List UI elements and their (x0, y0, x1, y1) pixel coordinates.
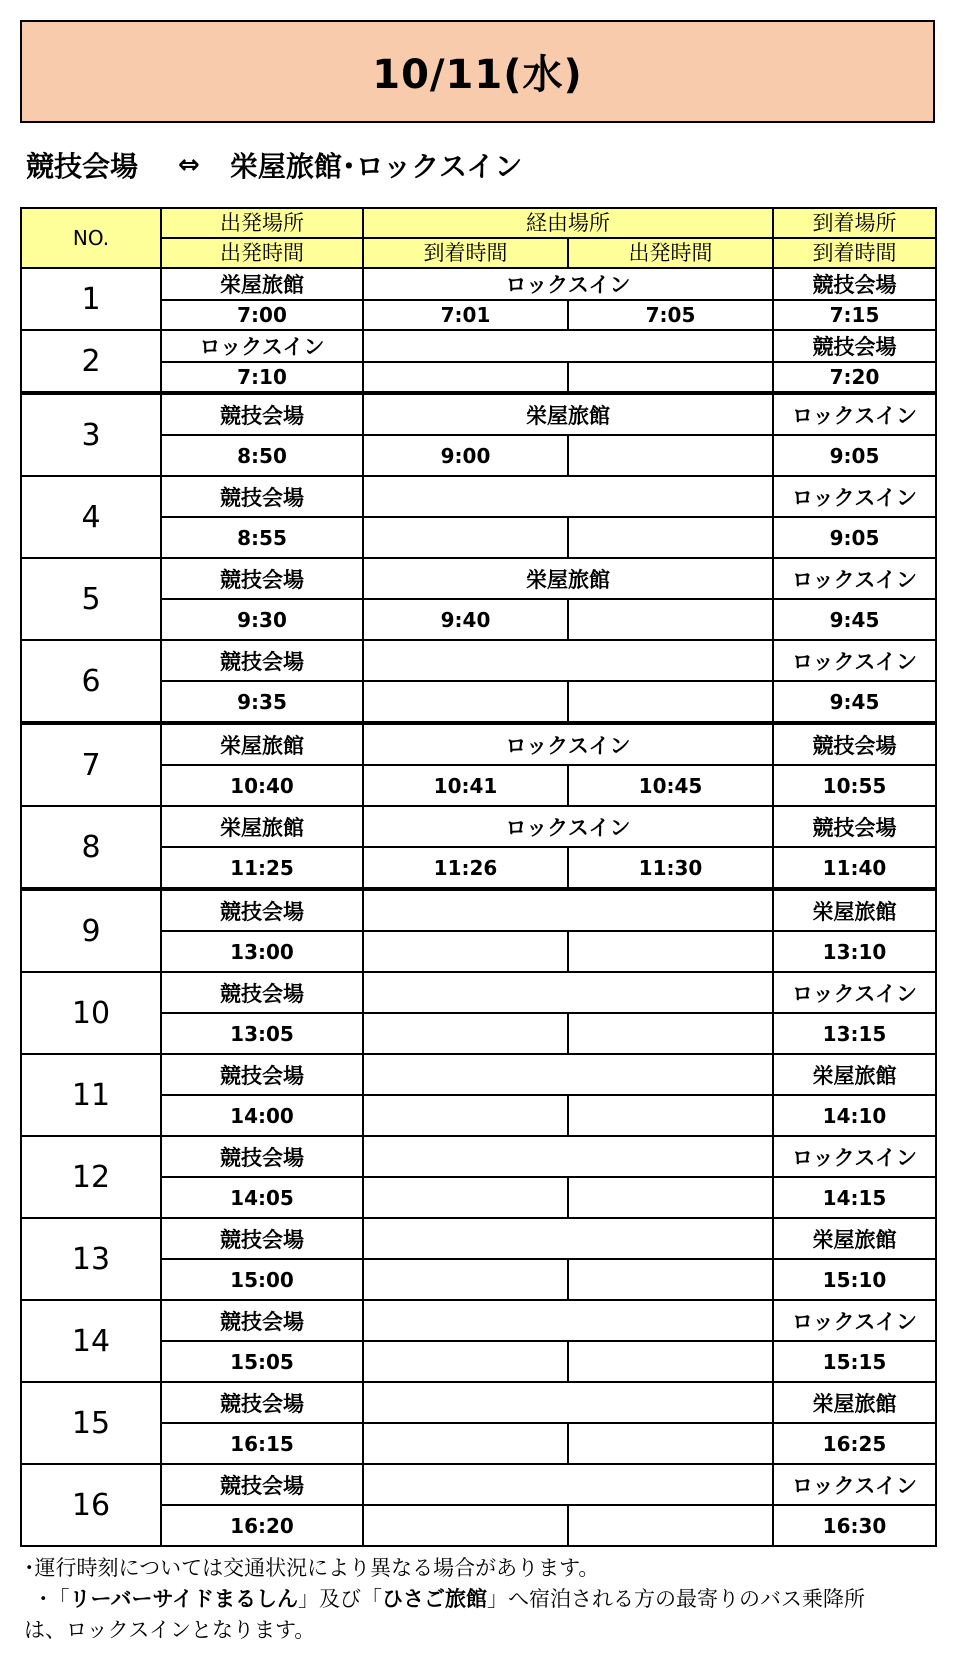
via-arrive-time: 10:41 (363, 765, 568, 806)
depart-time: 16:20 (161, 1505, 363, 1546)
trip-number: 5 (21, 558, 161, 640)
arrive-time: 7:15 (773, 300, 936, 330)
depart-time: 9:30 (161, 599, 363, 640)
arrive-place: 競技会場 (773, 806, 936, 847)
arrive-time: 14:15 (773, 1177, 936, 1218)
depart-time: 8:55 (161, 517, 363, 558)
bidirectional-arrow-icon: ⇔ (178, 150, 200, 180)
via-arrive-time (363, 1177, 568, 1218)
route-heading (26, 145, 522, 185)
table-row (21, 723, 936, 765)
arrive-place: ロックスイン (773, 393, 936, 435)
row-group (21, 393, 936, 723)
table-row (21, 889, 936, 931)
depart-place: 競技会場 (161, 1382, 363, 1423)
arrive-place: ロックスイン (773, 1136, 936, 1177)
via-arrive-time (363, 1095, 568, 1136)
header-via-place: 経由場所 (363, 208, 773, 238)
arrive-time: 13:15 (773, 1013, 936, 1054)
arrive-place: ロックスイン (773, 1300, 936, 1341)
trip-number: 4 (21, 476, 161, 558)
row-group (21, 889, 936, 1546)
via-place (363, 640, 773, 681)
trip-number: 6 (21, 640, 161, 723)
arrive-place: 栄屋旅館 (773, 1054, 936, 1095)
table-row (21, 1382, 936, 1423)
arrive-place: ロックスイン (773, 476, 936, 517)
trip-number: 9 (21, 889, 161, 972)
via-place (363, 1300, 773, 1341)
depart-place: 競技会場 (161, 1218, 363, 1259)
via-place (363, 1464, 773, 1505)
header-depart-time: 出発時間 (161, 238, 363, 268)
via-place: ロックスイン (363, 723, 773, 765)
via-depart-time (568, 1423, 773, 1464)
depart-time: 15:00 (161, 1259, 363, 1300)
via-place: ロックスイン (363, 268, 773, 300)
arrive-time: 13:10 (773, 931, 936, 972)
via-depart-time: 7:05 (568, 300, 773, 330)
arrive-time: 16:30 (773, 1505, 936, 1546)
table-row (21, 1054, 936, 1095)
via-depart-time (568, 1341, 773, 1382)
trip-number: 3 (21, 393, 161, 476)
depart-time: 7:00 (161, 300, 363, 330)
table-row (21, 640, 936, 681)
header-via-arrive-time: 到着時間 (363, 238, 568, 268)
arrive-time: 11:40 (773, 847, 936, 889)
via-depart-time (568, 1095, 773, 1136)
arrive-time: 15:10 (773, 1259, 936, 1300)
depart-place: 競技会場 (161, 1136, 363, 1177)
via-place (363, 972, 773, 1013)
arrive-place: 栄屋旅館 (773, 889, 936, 931)
table-row (21, 476, 936, 517)
trip-number: 10 (21, 972, 161, 1054)
depart-place: 競技会場 (161, 889, 363, 931)
via-arrive-time (363, 681, 568, 723)
route-to: 栄屋旅館･ロックスイン (229, 150, 523, 183)
via-depart-time (568, 435, 773, 476)
via-place: 栄屋旅館 (363, 558, 773, 599)
via-arrive-time (363, 1013, 568, 1054)
via-place (363, 476, 773, 517)
via-depart-time: 10:45 (568, 765, 773, 806)
depart-time: 15:05 (161, 1341, 363, 1382)
arrive-place: 栄屋旅館 (773, 1218, 936, 1259)
depart-time: 14:00 (161, 1095, 363, 1136)
arrive-place: 競技会場 (773, 723, 936, 765)
via-depart-time (568, 517, 773, 558)
trip-number: 16 (21, 1464, 161, 1546)
via-place (363, 1218, 773, 1259)
table-row (21, 1464, 936, 1505)
table-row (21, 393, 936, 435)
table-row (21, 558, 936, 599)
via-depart-time (568, 599, 773, 640)
via-arrive-time (363, 1505, 568, 1546)
trip-number: 14 (21, 1300, 161, 1382)
page-title: 10/11(水) (372, 52, 583, 98)
depart-place: 競技会場 (161, 393, 363, 435)
row-group (21, 268, 936, 393)
via-arrive-time: 11:26 (363, 847, 568, 889)
header-arrive-place: 到着場所 (773, 208, 936, 238)
date-banner (20, 20, 935, 123)
arrive-place: ロックスイン (773, 640, 936, 681)
table-row (21, 1218, 936, 1259)
trip-number: 15 (21, 1382, 161, 1464)
depart-place: 競技会場 (161, 1054, 363, 1095)
bus-timetable (20, 207, 937, 1547)
via-place (363, 1382, 773, 1423)
header-no: NO. (21, 208, 161, 268)
depart-place: 栄屋旅館 (161, 268, 363, 300)
arrive-time: 16:25 (773, 1423, 936, 1464)
arrive-time: 14:10 (773, 1095, 936, 1136)
via-arrive-time: 7:01 (363, 300, 568, 330)
note-line: は、ロックスインとなります。 (24, 1618, 316, 1642)
hotel-name: リーバーサイドまるしん (69, 1587, 298, 1611)
via-arrive-time: 9:40 (363, 599, 568, 640)
depart-time: 7:10 (161, 362, 363, 393)
depart-place: 栄屋旅館 (161, 723, 363, 765)
timetable-header (21, 208, 936, 268)
via-arrive-time (363, 931, 568, 972)
arrive-time: 7:20 (773, 362, 936, 393)
route-from: 競技会場 (26, 150, 139, 183)
via-depart-time (568, 1259, 773, 1300)
trip-number: 13 (21, 1218, 161, 1300)
depart-time: 8:50 (161, 435, 363, 476)
note-line: ･運行時刻については交通状況により異なる場合があります。 (24, 1556, 600, 1580)
depart-place: 栄屋旅館 (161, 806, 363, 847)
notes (24, 1553, 939, 1646)
depart-place: 競技会場 (161, 972, 363, 1013)
via-arrive-time (363, 362, 568, 393)
arrive-time: 9:05 (773, 435, 936, 476)
trip-number: 7 (21, 723, 161, 806)
arrive-place: 栄屋旅館 (773, 1382, 936, 1423)
depart-place: 競技会場 (161, 640, 363, 681)
depart-time: 16:15 (161, 1423, 363, 1464)
table-row (21, 330, 936, 362)
depart-place: ロックスイン (161, 330, 363, 362)
depart-place: 競技会場 (161, 1464, 363, 1505)
via-arrive-time (363, 517, 568, 558)
arrive-time: 9:05 (773, 517, 936, 558)
table-row (21, 806, 936, 847)
via-arrive-time (363, 1341, 568, 1382)
via-depart-time (568, 362, 773, 393)
via-place (363, 330, 773, 362)
header-via-depart-time: 出発時間 (568, 238, 773, 268)
table-row (21, 1136, 936, 1177)
table-row (21, 972, 936, 1013)
arrive-place: ロックスイン (773, 558, 936, 599)
depart-place: 競技会場 (161, 558, 363, 599)
via-depart-time (568, 931, 773, 972)
via-place: 栄屋旅館 (363, 393, 773, 435)
arrive-place: 競技会場 (773, 268, 936, 300)
header-depart-place: 出発場所 (161, 208, 363, 238)
hotel-name: ひさご旅館 (381, 1587, 487, 1611)
via-depart-time (568, 1013, 773, 1054)
arrive-time: 9:45 (773, 681, 936, 723)
depart-place: 競技会場 (161, 1300, 363, 1341)
depart-time: 11:25 (161, 847, 363, 889)
via-depart-time (568, 1177, 773, 1218)
trip-number: 11 (21, 1054, 161, 1136)
depart-time: 9:35 (161, 681, 363, 723)
arrive-time: 15:15 (773, 1341, 936, 1382)
via-place: ロックスイン (363, 806, 773, 847)
arrive-time: 10:55 (773, 765, 936, 806)
trip-number: 12 (21, 1136, 161, 1218)
trip-number: 1 (21, 268, 161, 330)
trip-number: 8 (21, 806, 161, 889)
table-row (21, 268, 936, 300)
via-arrive-time: 9:00 (363, 435, 568, 476)
arrive-time: 9:45 (773, 599, 936, 640)
header-arrive-time: 到着時間 (773, 238, 936, 268)
arrive-place: ロックスイン (773, 1464, 936, 1505)
depart-time: 13:05 (161, 1013, 363, 1054)
depart-time: 13:00 (161, 931, 363, 972)
via-place (363, 1054, 773, 1095)
via-place (363, 1136, 773, 1177)
via-depart-time (568, 1505, 773, 1546)
via-arrive-time (363, 1259, 568, 1300)
via-place (363, 889, 773, 931)
table-row (21, 1300, 936, 1341)
row-group (21, 723, 936, 889)
arrive-place: ロックスイン (773, 972, 936, 1013)
via-depart-time: 11:30 (568, 847, 773, 889)
via-arrive-time (363, 1423, 568, 1464)
note-line: ･「リーバーサイドまるしん」及び「ひさご旅館」へ宿泊される方の最寄りのバス乗降所 (38, 1587, 865, 1611)
trip-number: 2 (21, 330, 161, 393)
via-depart-time (568, 681, 773, 723)
depart-time: 14:05 (161, 1177, 363, 1218)
depart-place: 競技会場 (161, 476, 363, 517)
arrive-place: 競技会場 (773, 330, 936, 362)
depart-time: 10:40 (161, 765, 363, 806)
